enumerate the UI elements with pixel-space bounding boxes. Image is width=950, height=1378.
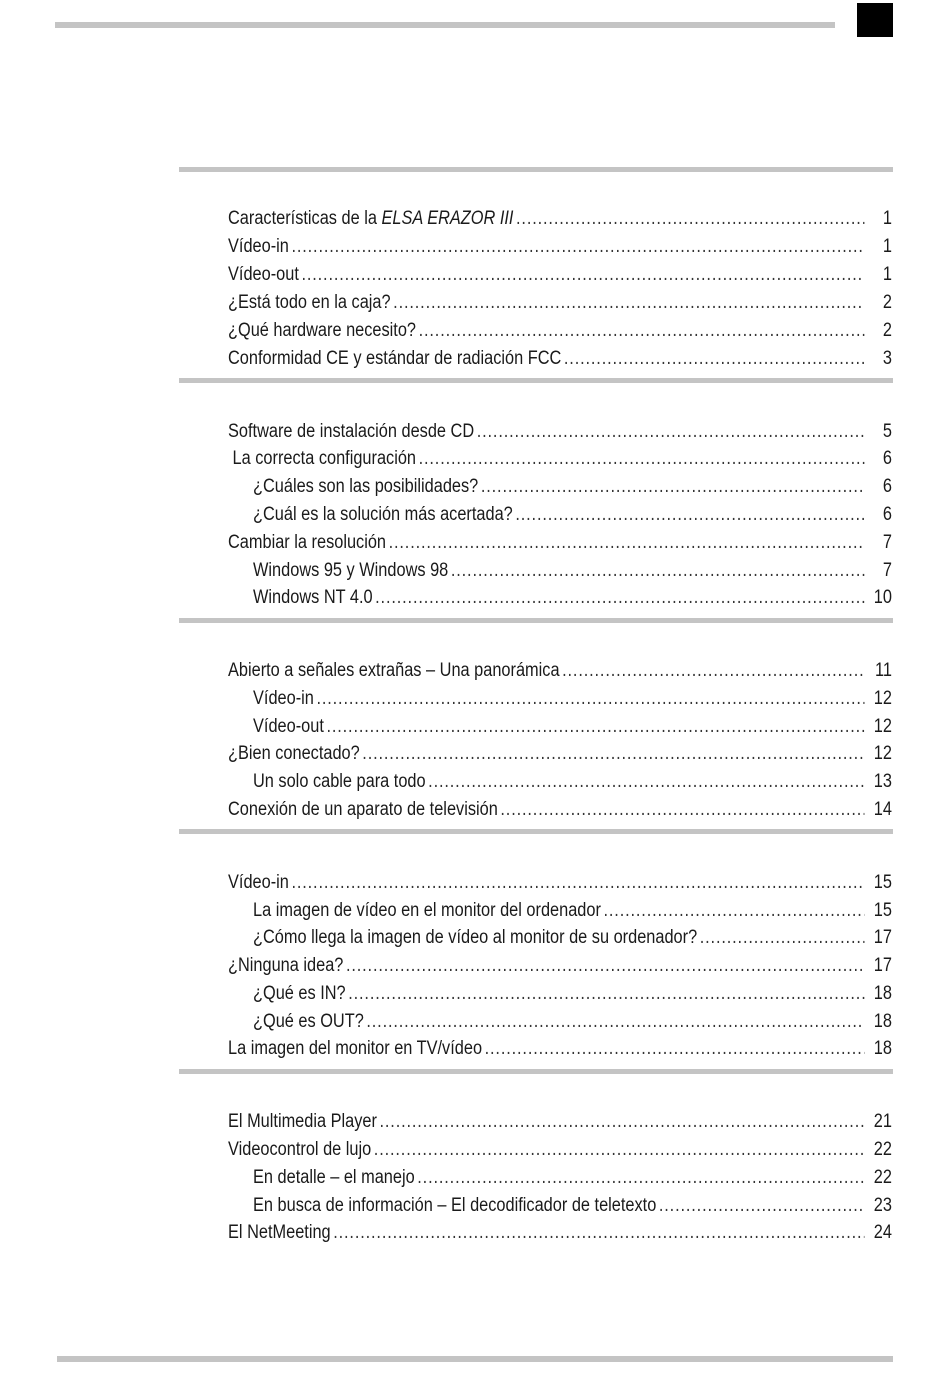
toc-page-number: 5 bbox=[882, 421, 892, 442]
toc-entry-title: Videocontrol de lujo bbox=[228, 1139, 372, 1160]
toc-entry-title: Vídeo-in bbox=[253, 688, 314, 709]
toc-entry[interactable] bbox=[228, 530, 892, 556]
toc-page-number: 6 bbox=[882, 448, 892, 469]
toc-entry-title: ¿Qué es IN? bbox=[253, 983, 346, 1004]
dot-leader bbox=[389, 530, 865, 556]
toc-entry-title: Vídeo-in bbox=[228, 872, 289, 893]
toc-page-number: 12 bbox=[873, 688, 892, 709]
toc-page-number: 15 bbox=[873, 900, 892, 921]
toc-entry-title: ¿Está todo en la caja? bbox=[228, 292, 391, 313]
toc-page-number: 2 bbox=[882, 320, 892, 341]
toc-subentry[interactable] bbox=[253, 769, 892, 795]
footer-rule bbox=[57, 1356, 893, 1362]
toc-entry-title: Windows NT 4.0 bbox=[253, 587, 373, 608]
dot-leader bbox=[564, 346, 865, 372]
toc-entry-title: ¿Cómo llega la imagen de vídeo al monitor de su ordenador? bbox=[253, 927, 698, 948]
toc-subentry[interactable] bbox=[253, 898, 892, 924]
dot-leader bbox=[366, 1009, 864, 1035]
toc-subentry[interactable] bbox=[253, 1193, 892, 1219]
toc-entry[interactable] bbox=[228, 1109, 892, 1135]
toc-entry-title: En detalle – el manejo bbox=[253, 1167, 415, 1188]
toc-page-number: 1 bbox=[882, 264, 892, 285]
toc-entry[interactable] bbox=[228, 797, 892, 823]
dot-leader bbox=[477, 419, 865, 445]
toc-entry[interactable] bbox=[228, 658, 892, 684]
section-rule bbox=[179, 167, 893, 172]
toc-page-number: 6 bbox=[882, 476, 892, 497]
dot-leader bbox=[417, 1165, 864, 1191]
section-rule bbox=[179, 378, 893, 383]
toc-entry-title: ¿Cuál es la solución más acertada? bbox=[253, 504, 513, 525]
toc-page-number: 24 bbox=[873, 1222, 892, 1243]
dot-leader bbox=[515, 502, 864, 528]
toc-subentry[interactable] bbox=[253, 558, 892, 584]
toc-entry-title: Conformidad CE y estándar de radiación FCC bbox=[228, 348, 562, 369]
dot-leader bbox=[380, 1109, 865, 1135]
dot-leader bbox=[374, 1137, 865, 1163]
toc-entry-title: La imagen del monitor en TV/vídeo bbox=[228, 1038, 483, 1059]
toc-subentry[interactable] bbox=[253, 981, 892, 1007]
dot-leader bbox=[348, 981, 864, 1007]
toc-page-number: 12 bbox=[873, 743, 892, 764]
toc-entry[interactable] bbox=[228, 1137, 892, 1163]
toc-entry-title: Características de la ELSA ERAZOR III bbox=[228, 208, 514, 229]
toc-page-number: 13 bbox=[873, 771, 892, 792]
toc-subentry[interactable] bbox=[253, 686, 892, 712]
toc-entry[interactable] bbox=[228, 318, 892, 344]
section-rule bbox=[179, 1069, 893, 1074]
toc-entry[interactable] bbox=[228, 446, 892, 472]
toc-page-number: 12 bbox=[873, 716, 892, 737]
header-rule bbox=[55, 22, 835, 28]
toc-page-number: 2 bbox=[882, 292, 892, 313]
toc-page-number: 18 bbox=[873, 1011, 892, 1032]
toc-entry-title: Vídeo-out bbox=[228, 264, 299, 285]
toc-page-number: 18 bbox=[873, 983, 892, 1004]
dot-leader bbox=[481, 474, 865, 500]
toc-entry-title: Cambiar la resolución bbox=[228, 532, 387, 553]
dot-leader bbox=[419, 318, 865, 344]
toc-page-number: 17 bbox=[873, 927, 892, 948]
toc-page-number: 18 bbox=[873, 1038, 892, 1059]
toc-entry-title: Un solo cable para todo bbox=[253, 771, 426, 792]
toc-entry-title: ¿Cuáles son las posibilidades? bbox=[253, 476, 479, 497]
toc-page-number: 11 bbox=[874, 660, 892, 681]
toc-entry-title: ¿Ninguna idea? bbox=[228, 955, 344, 976]
section-rule bbox=[179, 618, 893, 623]
toc-page-number: 21 bbox=[873, 1111, 892, 1132]
dot-leader bbox=[562, 658, 864, 684]
toc-subentry[interactable] bbox=[253, 1165, 892, 1191]
dot-leader bbox=[326, 714, 864, 740]
toc-page-number: 1 bbox=[882, 236, 892, 257]
chapter-tab-marker bbox=[857, 3, 893, 37]
dot-leader bbox=[419, 446, 865, 472]
toc-subentry[interactable] bbox=[253, 585, 892, 611]
dot-leader bbox=[291, 870, 864, 896]
toc-entry-title: ¿Bien conectado? bbox=[228, 743, 360, 764]
toc-entry[interactable] bbox=[228, 1036, 892, 1062]
dot-leader bbox=[516, 206, 864, 232]
toc-entry[interactable] bbox=[228, 741, 892, 767]
toc-entry-title: Windows 95 y Windows 98 bbox=[253, 560, 449, 581]
toc-entry[interactable] bbox=[228, 419, 892, 445]
dot-leader bbox=[346, 953, 864, 979]
dot-leader bbox=[700, 925, 865, 951]
toc-entry-title: Vídeo-in bbox=[228, 236, 289, 257]
toc-entry-title: La imagen de vídeo en el monitor del ordenador bbox=[253, 900, 601, 921]
toc-page-number: 22 bbox=[873, 1167, 892, 1188]
toc-page-number: 23 bbox=[873, 1195, 892, 1216]
dot-leader bbox=[451, 558, 865, 584]
toc-subentry[interactable] bbox=[253, 1009, 892, 1035]
toc-page-number: 1 bbox=[882, 208, 892, 229]
toc-page-number: 22 bbox=[873, 1139, 892, 1160]
toc-entry-title: La correcta configuración bbox=[228, 448, 417, 469]
toc-page-number: 7 bbox=[882, 560, 892, 581]
dot-leader bbox=[659, 1193, 865, 1219]
dot-leader bbox=[301, 262, 864, 288]
toc-page-number: 3 bbox=[882, 348, 892, 369]
dot-leader bbox=[485, 1036, 865, 1062]
dot-leader bbox=[500, 797, 864, 823]
toc-entry-title: Vídeo-out bbox=[253, 716, 324, 737]
toc-subentry[interactable] bbox=[253, 474, 892, 500]
toc-entry-title: El Multimedia Player bbox=[228, 1111, 377, 1132]
toc-page-number: 15 bbox=[873, 872, 892, 893]
section-rule bbox=[179, 829, 893, 834]
toc-entry-title: En busca de información – El decodificador de teletexto bbox=[253, 1195, 657, 1216]
toc-entry[interactable] bbox=[228, 262, 892, 288]
dot-leader bbox=[375, 585, 864, 611]
toc-entry[interactable] bbox=[228, 290, 892, 316]
toc-entry[interactable] bbox=[228, 1220, 892, 1246]
toc-page-number: 7 bbox=[882, 532, 892, 553]
toc-page-number: 14 bbox=[873, 799, 892, 820]
toc-entry-title: Software de instalación desde CD bbox=[228, 421, 475, 442]
toc-entry-title: Conexión de un aparato de televisión bbox=[228, 799, 498, 820]
toc-page-number: 6 bbox=[882, 504, 892, 525]
toc-entry-title: ¿Qué hardware necesito? bbox=[228, 320, 417, 341]
toc-page-number: 10 bbox=[873, 587, 892, 608]
dot-leader bbox=[291, 234, 864, 260]
product-name: ELSA ERAZOR III bbox=[381, 208, 514, 229]
toc-entry[interactable] bbox=[228, 346, 892, 372]
toc-page-number: 17 bbox=[873, 955, 892, 976]
toc-subentry[interactable] bbox=[253, 714, 892, 740]
toc-entry-title: ¿Qué es OUT? bbox=[253, 1011, 364, 1032]
dot-leader bbox=[428, 769, 864, 795]
dot-leader bbox=[316, 686, 864, 712]
toc-subentry[interactable] bbox=[253, 502, 892, 528]
toc-entry[interactable] bbox=[228, 234, 892, 260]
dot-leader bbox=[333, 1220, 864, 1246]
toc-entry[interactable] bbox=[228, 206, 892, 232]
toc-entry-title: El NetMeeting bbox=[228, 1222, 331, 1243]
dot-leader bbox=[604, 898, 865, 924]
toc-subentry[interactable] bbox=[253, 925, 892, 951]
dot-leader bbox=[393, 290, 864, 316]
toc-entry[interactable] bbox=[228, 953, 892, 979]
dot-leader bbox=[362, 741, 864, 767]
toc-entry[interactable] bbox=[228, 870, 892, 896]
toc-entry-title: Abierto a señales extrañas – Una panorámica bbox=[228, 660, 560, 681]
